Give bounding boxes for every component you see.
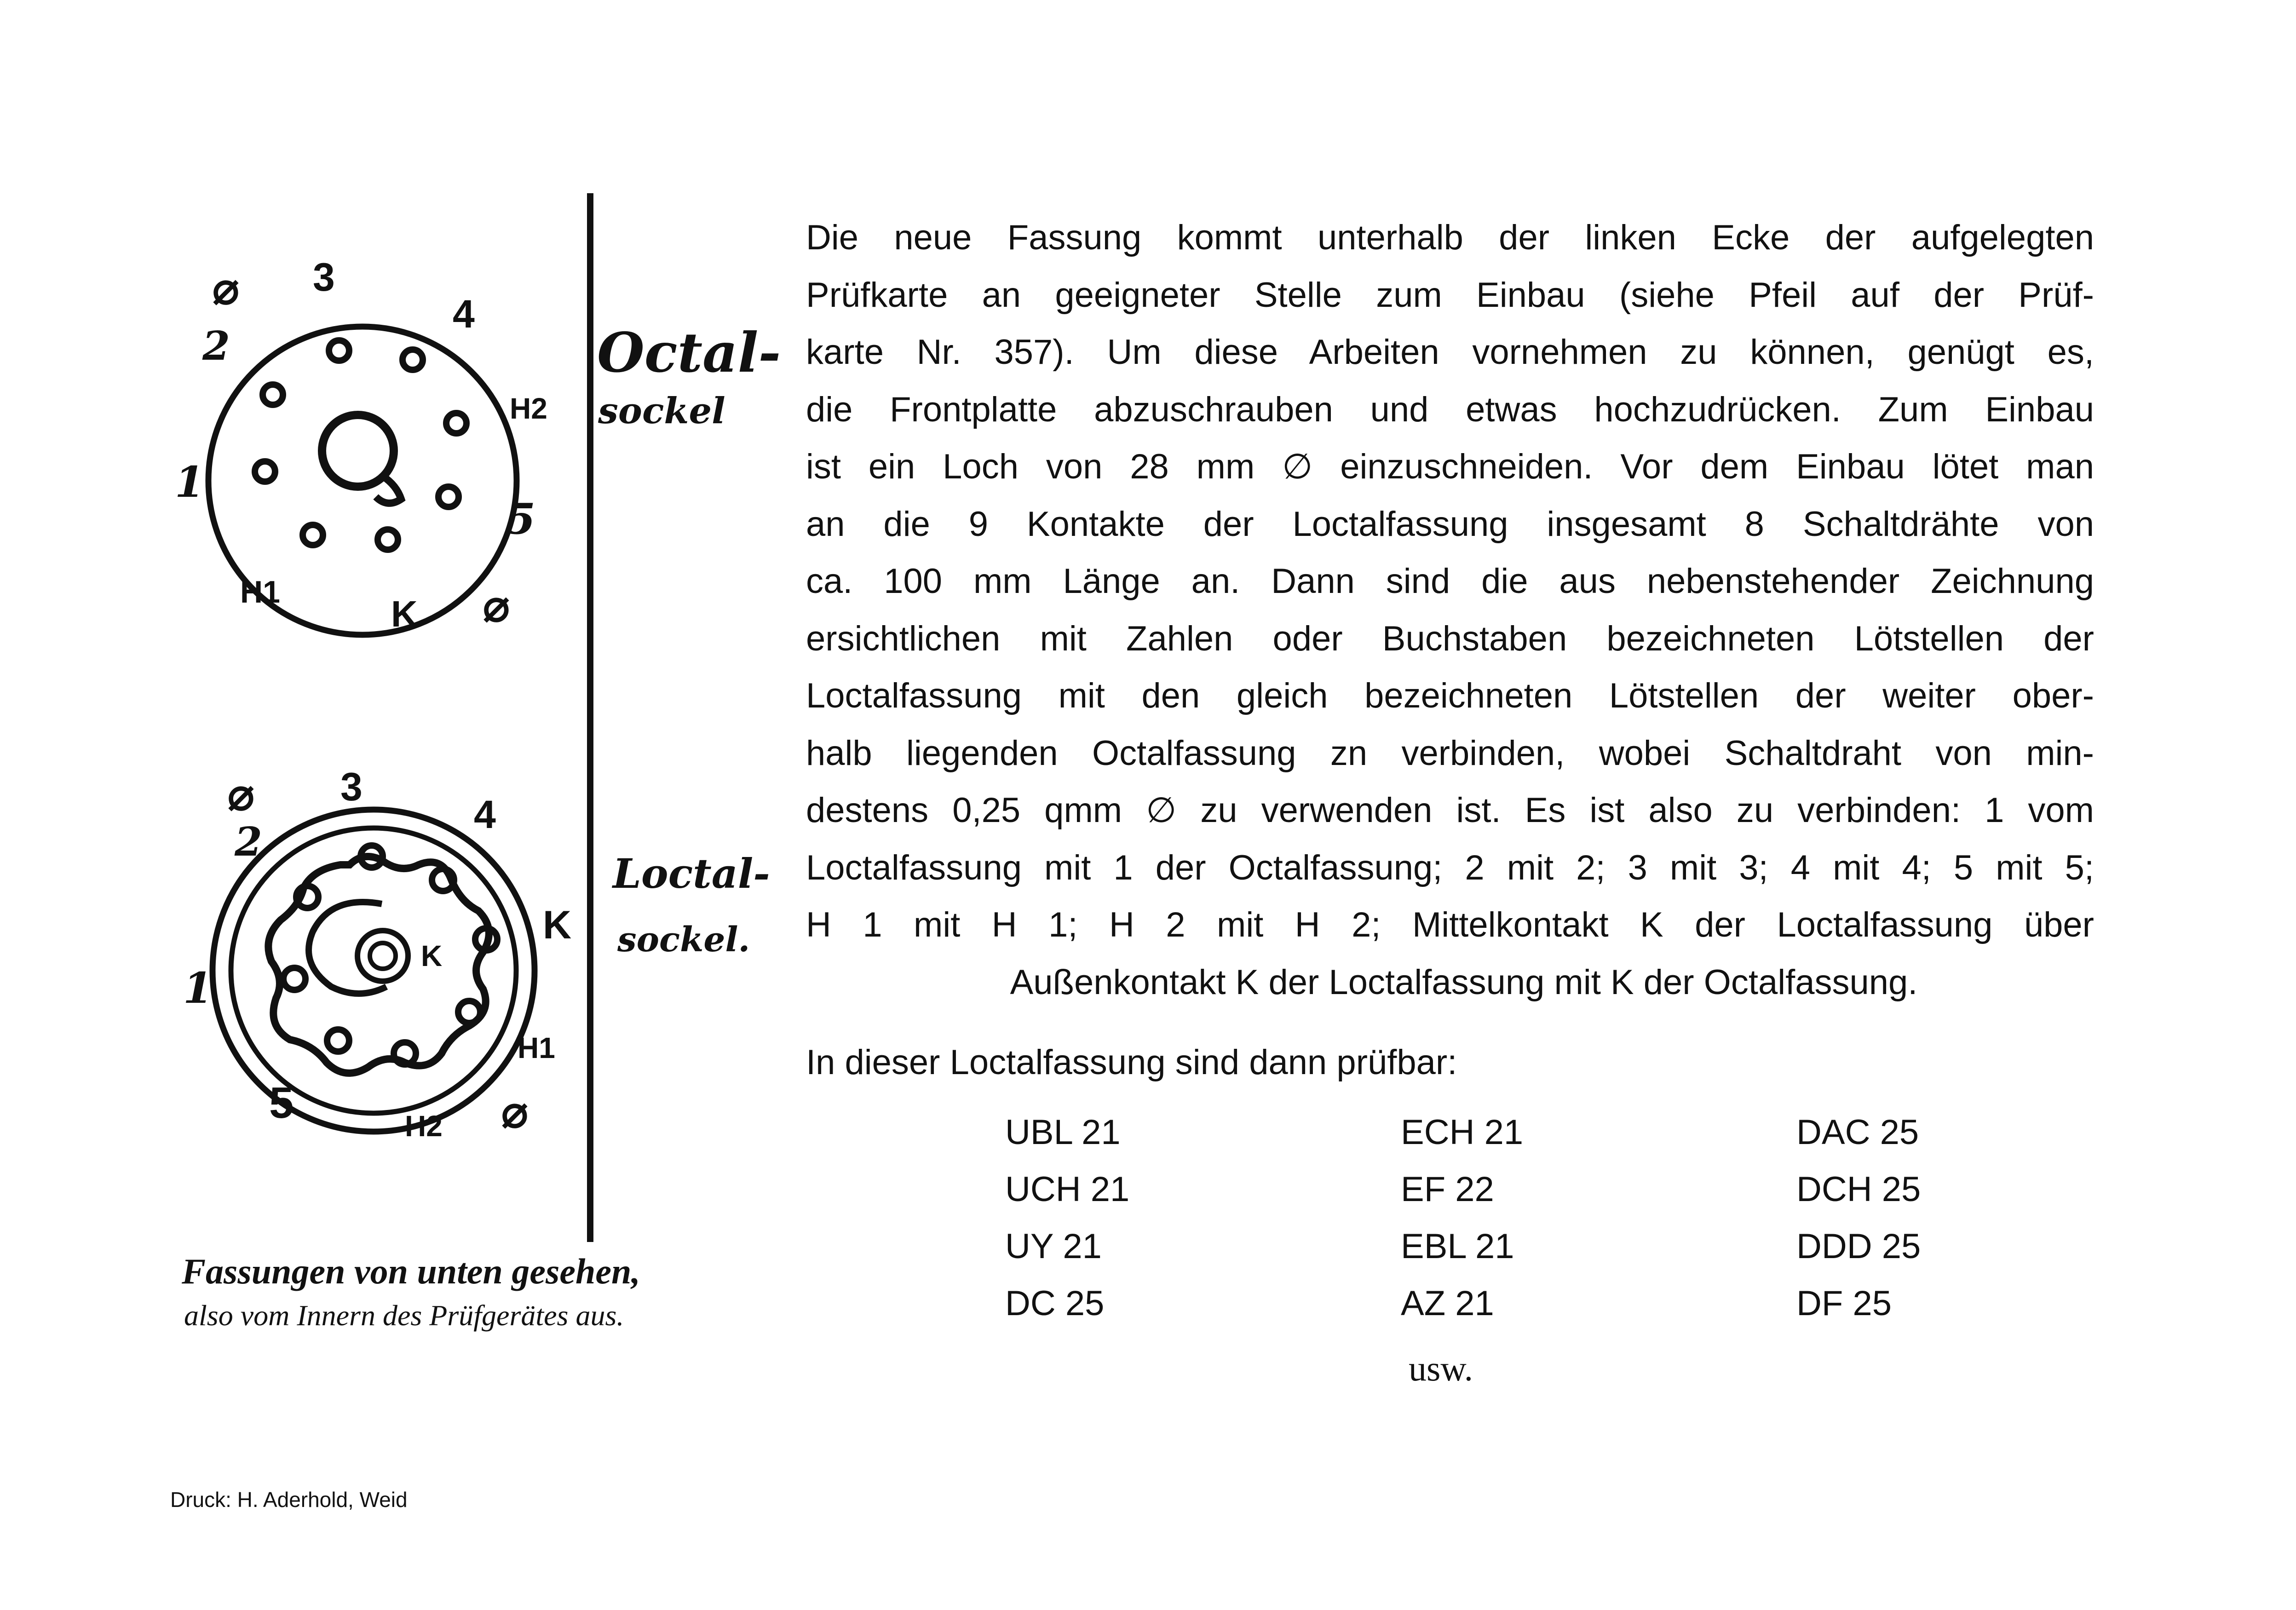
loctal-socket-inner-ring xyxy=(231,828,516,1113)
tube-item: DDD 25 xyxy=(1796,1227,1921,1266)
instruction-paragraph xyxy=(806,209,2094,1011)
loctal-label-pin3: 3 xyxy=(340,765,363,809)
loctal-contact-pad xyxy=(394,1042,416,1064)
paragraph-line: Loctalfassung mit den gleich bezeichneten Lötstellen der weiter ober- xyxy=(806,676,2094,715)
octal-pin-hole xyxy=(446,413,466,433)
loctal-center-contact-inner xyxy=(370,943,396,969)
loctal-side-label-2: sockel. xyxy=(617,920,750,960)
paragraph-line: H 1 mit H 1; H 2 mit H 2; Mittelkontakt K der Loctalfassung über xyxy=(806,905,2094,944)
octal-label-h2: H2 xyxy=(510,392,547,425)
tube-item: AZ 21 xyxy=(1401,1284,1494,1323)
octal-label-pin3: 3 xyxy=(313,255,335,299)
octal-pin-hole xyxy=(255,461,275,482)
octal-pin-hole xyxy=(329,340,349,361)
octal-pin-hole xyxy=(263,385,283,405)
tube-item: DAC 25 xyxy=(1796,1113,1919,1152)
loctal-center-contact-outer xyxy=(357,931,408,981)
octal-side-label-1: Octal- xyxy=(597,321,781,385)
paragraph-line: an die 9 Kontakte der Loctalfassung insgesamt 8 Schaltdrähte von xyxy=(806,504,2094,544)
printer-imprint: Druck: H. Aderhold, Weid xyxy=(170,1488,408,1512)
tube-list xyxy=(1005,1104,2063,1332)
paragraph-line: Außenkontakt K der Loctalfassung mit K der Octalfassung. xyxy=(1010,962,1918,1002)
octal-center-key xyxy=(322,415,394,487)
tube-item: DF 25 xyxy=(1796,1284,1892,1323)
octal-label-h1: H1 xyxy=(240,575,280,610)
tubes-intro: In dieser Loctalfassung sind dann prüfbar: xyxy=(806,1043,1457,1082)
loctal-contact-pad xyxy=(458,1001,480,1023)
loctal-contact-pad xyxy=(432,869,454,891)
loctal-label-pin1: 1 xyxy=(183,963,213,1013)
loctal-socket-outline xyxy=(213,810,535,1132)
diagram-caption-subtitle: also vom Innern des Prüfgerätes aus. xyxy=(184,1299,624,1332)
octal-label-pin5: 5 xyxy=(506,494,536,544)
paragraph-line: ersichtlichen mit Zahlen oder Buchstaben bezeichneten Lötstellen der xyxy=(806,619,2094,658)
octal-pin-hole xyxy=(403,350,423,370)
loctal-label-h1: H1 xyxy=(518,1031,555,1064)
octal-pin-hole xyxy=(303,525,323,545)
tube-item: EF 22 xyxy=(1401,1170,1494,1209)
loctal-socket-diagram xyxy=(183,765,770,1143)
tube-item: UY 21 xyxy=(1005,1227,1102,1266)
paragraph-line: die Frontplatte abzuschrauben und etwas hochzudrücken. Zum Einbau xyxy=(806,390,2094,429)
loctal-label-ground-top: ⌀ xyxy=(228,770,254,819)
paragraph-line: Prüfkarte an geeigneter Stelle zum Einbau (siehe Pfeil auf der Prüf- xyxy=(806,275,2094,315)
tube-item: DC 25 xyxy=(1005,1284,1105,1323)
paragraph-line: Loctalfassung mit 1 der Octalfassung; 2 mit 2; 3 mit 3; 4 mit 4; 5 mit 5; xyxy=(806,848,2094,887)
paragraph-line: ca. 100 mm Länge an. Dann sind die aus nebenstehender Zeichnung xyxy=(806,562,2094,601)
loctal-contact-ring xyxy=(268,857,489,1073)
octal-label-k: K xyxy=(391,593,418,634)
diagram-caption-title: Fassungen von unten gesehen, xyxy=(182,1251,640,1291)
loctal-inner-hook xyxy=(309,902,386,994)
loctal-label-k-right: K xyxy=(543,903,572,947)
loctal-contact-pad xyxy=(361,845,383,868)
loctal-contact-pads xyxy=(283,845,497,1064)
octal-pin-holes xyxy=(255,340,466,550)
octal-side-label-2: sockel xyxy=(598,390,725,432)
loctal-label-pin5: 5 xyxy=(269,1078,294,1127)
loctal-label-k-center: K xyxy=(421,939,443,972)
list-continuation: usw. xyxy=(1409,1348,1473,1388)
paragraph-line: halb liegenden Octalfassung zn verbinden, wobei Schaltdraht von min- xyxy=(806,733,2094,773)
paragraph-line: Die neue Fassung kommt unterhalb der linken Ecke der aufgelegten xyxy=(806,218,2094,257)
octal-label-pin1: 1 xyxy=(175,457,205,507)
octal-pin-hole xyxy=(438,487,459,507)
octal-label-pin2: 2 xyxy=(202,323,230,369)
octal-key-notch xyxy=(376,476,401,503)
loctal-side-label-1: Loctal- xyxy=(613,850,770,897)
paragraph-line: destens 0,25 qmm ∅ zu verwenden ist. Es ist also zu verbinden: 1 vom xyxy=(806,791,2094,830)
tube-item: EBL 21 xyxy=(1401,1227,1514,1266)
loctal-label-h2: H2 xyxy=(405,1110,443,1143)
octal-socket-outline xyxy=(208,327,517,635)
octal-pin-hole xyxy=(378,529,398,550)
paragraph-line: karte Nr. 357). Um diese Arbeiten vornehmen zu können, genügt es, xyxy=(806,333,2094,372)
octal-label-ground-top: ⌀ xyxy=(213,264,239,313)
loctal-label-ground-bottom: ⌀ xyxy=(501,1087,528,1137)
loctal-contact-pad xyxy=(327,1029,349,1052)
loctal-contact-pad xyxy=(296,886,318,908)
octal-socket-diagram xyxy=(175,255,781,635)
loctal-contact-pad xyxy=(283,968,305,990)
paragraph-line: ist ein Loch von 28 mm ∅ einzuschneiden. Vor dem Einbau lötet man xyxy=(806,447,2094,486)
loctal-label-pin2: 2 xyxy=(235,819,262,865)
loctal-contact-pad xyxy=(475,928,497,950)
octal-label-ground-bottom: ⌀ xyxy=(483,581,510,631)
tube-item: DCH 25 xyxy=(1796,1170,1921,1209)
tube-item: UBL 21 xyxy=(1005,1113,1121,1152)
tube-item: UCH 21 xyxy=(1005,1170,1130,1209)
loctal-label-pin4: 4 xyxy=(474,793,496,837)
octal-label-pin4: 4 xyxy=(453,292,475,336)
tube-item: ECH 21 xyxy=(1401,1113,1524,1152)
